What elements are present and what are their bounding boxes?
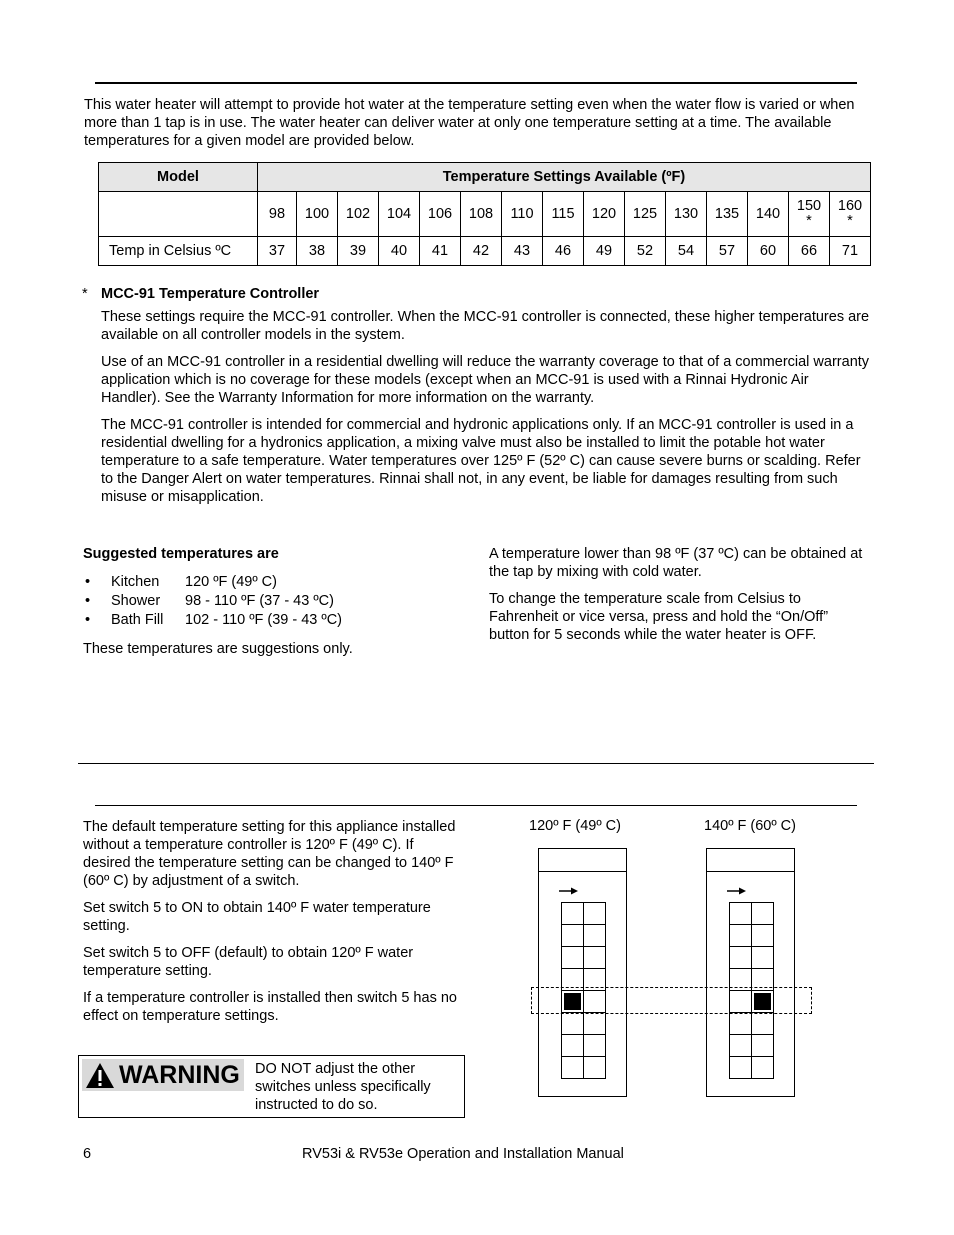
asterisk-mark: * xyxy=(847,213,853,229)
switch-row xyxy=(562,925,606,947)
celsius-cell: 60 xyxy=(748,237,789,266)
switch-cell xyxy=(752,1013,774,1035)
room-temp: 102 - 110 ºF (39 - 43 ºC) xyxy=(185,612,343,628)
warning-triangle-icon xyxy=(85,1062,115,1089)
switch-cell xyxy=(562,1013,584,1035)
switch-off-text: Set switch 5 to OFF (default) to obtain 120º F water temperature setting. xyxy=(83,945,414,979)
fahrenheit-cell: 102 xyxy=(338,192,379,237)
switch-cell xyxy=(562,925,584,947)
switch-row xyxy=(562,1013,606,1035)
fahrenheit-row-label xyxy=(99,192,258,237)
switch-row xyxy=(562,1057,606,1079)
celsius-cell: 42 xyxy=(461,237,502,266)
fahrenheit-cell: 135 xyxy=(707,192,748,237)
fahrenheit-value: 160 xyxy=(837,198,863,214)
switch-row xyxy=(562,903,606,925)
note-paragraph: Use of an MCC-91 controller in a residential dwelling will reduce the warranty coverage to that of a commercial warranty application which is no coverage for these models (except when an MCC-91 is used with a Rinnai Hydronic Air Handler). See the Warranty Information for more information on the warranty. xyxy=(101,354,870,406)
fahrenheit-cell xyxy=(830,192,871,237)
switch-cell xyxy=(752,1057,774,1079)
suggested-title: Suggested temperatures are xyxy=(83,546,279,562)
default-setting-text: The default temperature setting for this appliance installed without a temperature controller is 120º F (49º C). If desired the temperature setting can be changed to 140º F (60º C) by adjustment of a switch. xyxy=(83,819,456,889)
intro-paragraph: This water heater will attempt to provide hot water at the temperature setting even when the water flow is varied or when more than 1 tap is in use. The water heater can deliver water at only one temperature setting at a time. The available temperatures for a given model are provided below. xyxy=(84,97,855,149)
fahrenheit-value: 150 xyxy=(796,198,822,214)
switch-cell xyxy=(730,903,752,925)
fahrenheit-cell xyxy=(789,192,830,237)
fahrenheit-cell: 106 xyxy=(420,192,461,237)
switch-cell xyxy=(752,903,774,925)
fahrenheit-cell: 100 xyxy=(297,192,338,237)
switch-cell xyxy=(584,1057,606,1079)
note-paragraph: The MCC-91 controller is intended for commercial and hydronic applications only. If an MCC-91 controller is used in a residential dwelling for a hydronics application, a mixing valve must also be installed to limit the potable hot water temperature to a safe temperature. Water temperatures over 125º F (52º C) can cause severe burns or scalding. Refer to the Danger Alert on water temperatures. Rinnai shall not, in any event, be liable for damages resulting from such misuse or misapplication. xyxy=(101,417,861,505)
room-temp: 120 ºF (49º C) xyxy=(185,574,277,590)
note-paragraph: These settings require the MCC-91 controller. When the MCC-91 controller is connected, these higher temperatures are available on all controller models in the system. xyxy=(101,309,870,343)
switch-cell xyxy=(752,925,774,947)
warning-box xyxy=(78,1055,465,1118)
switch-cell xyxy=(562,947,584,969)
arrow-right-icon xyxy=(727,887,747,895)
suggested-list xyxy=(83,573,463,630)
switch5-highlight xyxy=(531,987,812,1014)
page-number: 6 xyxy=(83,1146,92,1162)
fahrenheit-cell: 130 xyxy=(666,192,707,237)
warning-label xyxy=(82,1059,244,1091)
switch-cell xyxy=(584,925,606,947)
celsius-cell: 49 xyxy=(584,237,625,266)
warning-word: WARNING xyxy=(119,1060,240,1089)
switch-on-text: Set switch 5 to ON to obtain 140º F water temperature setting. xyxy=(83,900,431,934)
celsius-row-label: Temp in Celsius ºC xyxy=(99,237,258,266)
switch-instructions xyxy=(83,818,463,1034)
note-title: MCC-91 Temperature Controller xyxy=(101,286,320,302)
switch-row xyxy=(730,1035,774,1057)
switch-cell xyxy=(562,1057,584,1079)
manual-title: RV53i & RV53e Operation and Installation Manual xyxy=(302,1146,624,1162)
fahrenheit-cell: 140 xyxy=(748,192,789,237)
room-label: Shower xyxy=(111,593,161,609)
celsius-cell: 38 xyxy=(297,237,338,266)
fahrenheit-cell: 98 xyxy=(258,192,297,237)
section2-rule xyxy=(95,805,857,806)
table-header-temps: Temperature Settings Available (ºF) xyxy=(258,163,871,192)
celsius-cell: 41 xyxy=(420,237,461,266)
suggested-footer: These temperatures are suggestions only. xyxy=(83,641,353,657)
switch-cell xyxy=(752,947,774,969)
switch-cell xyxy=(730,1035,752,1057)
top-rule xyxy=(95,82,857,84)
switch-cell xyxy=(730,947,752,969)
list-item xyxy=(83,592,463,611)
room-label: Bath Fill xyxy=(111,612,164,628)
diagram-label-140: 140º F (60º C) xyxy=(704,818,796,834)
switch-cell xyxy=(730,1057,752,1079)
switch-cell xyxy=(562,903,584,925)
section-divider xyxy=(78,763,874,764)
list-item xyxy=(83,573,463,592)
asterisk-mark: * xyxy=(806,213,812,229)
cold-mix-note: A temperature lower than 98 ºF (37 ºC) can be obtained at the tap by mixing with cold water. xyxy=(489,546,863,580)
controller-note-text: If a temperature controller is installed then switch 5 has no effect on temperature settings. xyxy=(83,990,457,1024)
fahrenheit-cell: 125 xyxy=(625,192,666,237)
switch-cell xyxy=(584,1013,606,1035)
room-label: Kitchen xyxy=(111,574,160,590)
celsius-cell: 66 xyxy=(789,237,830,266)
fahrenheit-cell: 104 xyxy=(379,192,420,237)
arrow-right-icon xyxy=(559,887,579,895)
switch-row xyxy=(562,1035,606,1057)
celsius-cell: 37 xyxy=(258,237,297,266)
switch-row xyxy=(730,1057,774,1079)
warning-text: DO NOT adjust the other switches unless specifically instructed to do so. xyxy=(255,1061,431,1113)
table-header-model: Model xyxy=(99,163,258,192)
celsius-cell: 71 xyxy=(830,237,871,266)
dip-switch-header xyxy=(539,849,626,872)
celsius-cell: 43 xyxy=(502,237,543,266)
note-body xyxy=(101,308,871,515)
switch-cell xyxy=(730,925,752,947)
celsius-cell: 57 xyxy=(707,237,748,266)
switch-cell xyxy=(584,947,606,969)
switch-cell xyxy=(562,1035,584,1057)
room-temp: 98 - 110 ºF (37 - 43 ºC) xyxy=(185,593,334,609)
temperature-table xyxy=(98,162,871,266)
switch-cell xyxy=(730,1013,752,1035)
switch-cell xyxy=(752,1035,774,1057)
fahrenheit-cell: 110 xyxy=(502,192,543,237)
diagram-label-120: 120º F (49º C) xyxy=(529,818,621,834)
switch-row xyxy=(730,903,774,925)
celsius-cell: 40 xyxy=(379,237,420,266)
dip-switch-header xyxy=(707,849,794,872)
fahrenheit-cell: 115 xyxy=(543,192,584,237)
scale-change-note: To change the temperature scale from Celsius to Fahrenheit or vice versa, press and hold the “On/Off” button for 5 seconds while the water heater is OFF. xyxy=(489,591,829,643)
switch-row xyxy=(730,947,774,969)
dip-switch-140 xyxy=(706,848,795,1097)
celsius-cell: 39 xyxy=(338,237,379,266)
celsius-row xyxy=(99,237,871,266)
switch-cell xyxy=(584,903,606,925)
switch-row xyxy=(730,925,774,947)
fahrenheit-cell: 108 xyxy=(461,192,502,237)
list-item xyxy=(83,611,463,630)
celsius-cell: 46 xyxy=(543,237,584,266)
suggested-temperatures xyxy=(83,545,463,658)
switch-row xyxy=(562,947,606,969)
dip-switch-120 xyxy=(538,848,627,1097)
fahrenheit-row xyxy=(99,192,871,237)
celsius-cell: 52 xyxy=(625,237,666,266)
note-asterisk: * xyxy=(82,286,88,302)
celsius-cell: 54 xyxy=(666,237,707,266)
scale-notes xyxy=(489,545,869,653)
switch-cell xyxy=(584,1035,606,1057)
switch-row xyxy=(730,1013,774,1035)
fahrenheit-cell: 120 xyxy=(584,192,625,237)
